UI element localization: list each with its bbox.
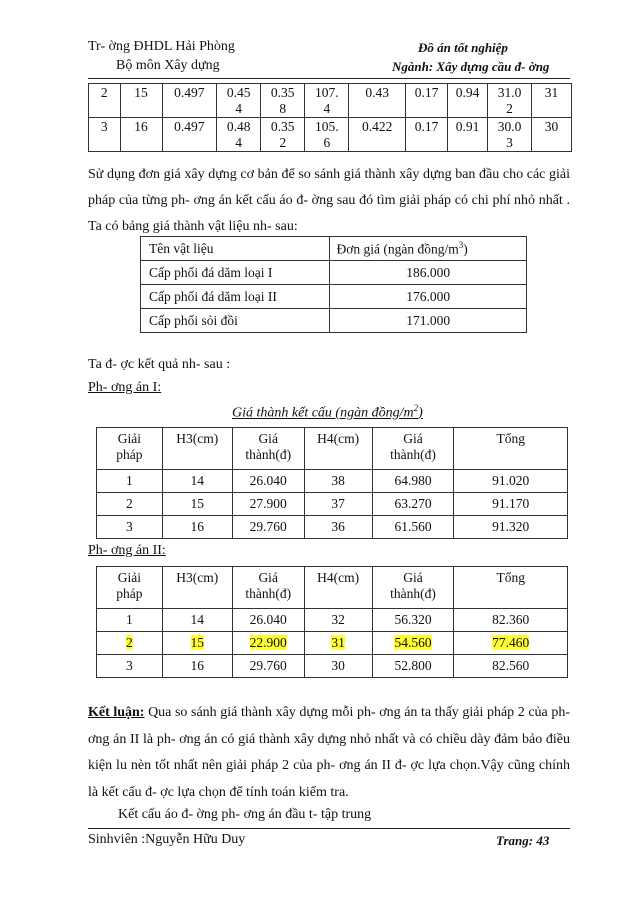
option1-header-cell: Tổng bbox=[454, 428, 568, 470]
top-table-cell: 0.48 4 bbox=[217, 118, 261, 152]
option1-cell: 91.020 bbox=[454, 470, 568, 493]
conclusion-text: Qua so sánh giá thành xây dựng mỗi ph- ơng án ta thấy giải pháp 2 của ph- ơng án II là ph- ơng án có giá thành xây dựng nhỏ nhất và có chiều dày đảm bảo điều kiện lu nèn tốt nhất nên giải pháp 2 của ph- ơng án II đ- ợc lựa chọn.Vậy cũng chính là kết cấu đ- ợc lựa chọn để tính toán kiểm tra. bbox=[88, 705, 571, 800]
conclusion-paragraph bbox=[88, 700, 570, 806]
option2-cell: 26.040 bbox=[232, 609, 304, 632]
option2-cell: 16 bbox=[162, 655, 232, 678]
header-school: Tr- ờng ĐHDL Hải Phòng bbox=[88, 39, 235, 54]
header-project: Đồ án tốt nghiệp bbox=[418, 40, 508, 55]
top-table-cell: 0.35 2 bbox=[261, 118, 305, 152]
option2-cell: 15 bbox=[162, 632, 232, 655]
price-table-header bbox=[141, 237, 527, 261]
option2-cell: 14 bbox=[162, 609, 232, 632]
option2-cell: 31 bbox=[304, 632, 372, 655]
option1-cell: 1 bbox=[97, 470, 163, 493]
option2-cell: 82.360 bbox=[454, 609, 568, 632]
intro-paragraph: Sử dụng đơn giá xây dựng cơ bản để so sánh giá thành xây dựng ban đầu cho các giải pháp của từng ph- ơng án kết cấu áo đ- ờng sau đó tìm giải pháp có chi phí nhỏ nhất . Ta có bảng giá thành vật liệu nh- sau: bbox=[88, 167, 570, 234]
price-table bbox=[140, 236, 527, 333]
footer-page-number: Trang: 43 bbox=[496, 833, 550, 848]
option1-header-cell: H4(cm) bbox=[304, 428, 372, 470]
option1-cell: 14 bbox=[162, 470, 232, 493]
option2-header-cell: Tổng bbox=[454, 567, 568, 609]
option2-cell: 22.900 bbox=[232, 632, 304, 655]
option2-header-row bbox=[97, 567, 568, 609]
price-value-cell: 186.000 bbox=[330, 261, 527, 285]
top-table-cell: 2 bbox=[89, 84, 121, 118]
option1-cell: 27.900 bbox=[232, 493, 304, 516]
option2-cell: 82.560 bbox=[454, 655, 568, 678]
option2-cell: 1 bbox=[97, 609, 163, 632]
option1-header-cell: Giá thành(đ) bbox=[372, 428, 454, 470]
option1-cell: 64.980 bbox=[372, 470, 454, 493]
top-table-row bbox=[89, 118, 572, 152]
option1-table bbox=[96, 427, 568, 539]
top-table-cell: 0.497 bbox=[162, 118, 217, 152]
option1-caption: Giá thành kết cấu (ngàn đồng/$m^2$) bbox=[232, 403, 423, 421]
option1-title: Ph- ơng án I: bbox=[88, 380, 162, 395]
top-table-cell: 15 bbox=[120, 84, 162, 118]
top-table-cell: 30 bbox=[532, 118, 572, 152]
option1-row bbox=[97, 516, 568, 539]
option2-header-cell: Giải pháp bbox=[97, 567, 163, 609]
option2-cell: 2 bbox=[97, 632, 163, 655]
option2-header-cell: H3(cm) bbox=[162, 567, 232, 609]
top-table-cell: 0.43 bbox=[349, 84, 406, 118]
option1-cell: 16 bbox=[162, 516, 232, 539]
conclusion-label: Kết luận: bbox=[88, 705, 145, 720]
option1-cell: 37 bbox=[304, 493, 372, 516]
price-material-cell: Cấp phối đá dăm loại II bbox=[141, 285, 330, 309]
option1-header-cell: Giá thành(đ) bbox=[232, 428, 304, 470]
top-table-cell: 3 bbox=[89, 118, 121, 152]
option1-cell: 15 bbox=[162, 493, 232, 516]
option1-cell: 29.760 bbox=[232, 516, 304, 539]
option1-cell: 26.040 bbox=[232, 470, 304, 493]
price-table-row bbox=[141, 261, 527, 285]
price-value-cell: 176.000 bbox=[330, 285, 527, 309]
option2-cell: 30 bbox=[304, 655, 372, 678]
option1-cell: 91.320 bbox=[454, 516, 568, 539]
option1-cell: 2 bbox=[97, 493, 163, 516]
top-table-cell: 0.422 bbox=[349, 118, 406, 152]
top-table-cell: 0.35 8 bbox=[261, 84, 305, 118]
option2-cell: 3 bbox=[97, 655, 163, 678]
top-table-cell: 0.497 bbox=[162, 84, 217, 118]
conclusion-last-line: Kết cấu áo đ- ờng ph- ơng án đầu t- tập trung bbox=[118, 807, 372, 822]
option2-header-cell: Giá thành(đ) bbox=[232, 567, 304, 609]
option1-header-cell: H3(cm) bbox=[162, 428, 232, 470]
option1-cell: 61.560 bbox=[372, 516, 454, 539]
top-table-cell: 105. 6 bbox=[305, 118, 349, 152]
top-table-cell: 31.0 2 bbox=[487, 84, 531, 118]
top-table-cell: 30.0 3 bbox=[487, 118, 531, 152]
option1-cell: 36 bbox=[304, 516, 372, 539]
price-material-cell: Cấp phối đá dăm loại I bbox=[141, 261, 330, 285]
option2-cell: 52.800 bbox=[372, 655, 454, 678]
top-table-row bbox=[89, 84, 572, 118]
price-table-row bbox=[141, 285, 527, 309]
top-table-cell: 0.45 4 bbox=[217, 84, 261, 118]
top-table-cell: 107. 4 bbox=[305, 84, 349, 118]
top-table-cell: 0.94 bbox=[448, 84, 488, 118]
top-table bbox=[88, 83, 572, 152]
option2-header-cell: Giá thành(đ) bbox=[372, 567, 454, 609]
result-text: Ta đ- ợc kết quả nh- sau : bbox=[88, 357, 231, 372]
option2-cell: 77.460 bbox=[454, 632, 568, 655]
price-header-unit-price: Đơn giá (ngàn đồng/$m^3$) bbox=[330, 237, 527, 261]
price-material-cell: Cấp phối sỏi đồi bbox=[141, 309, 330, 333]
header-department: Bộ môn Xây dựng bbox=[116, 58, 220, 73]
price-header-material: Tên vật liệu bbox=[141, 237, 330, 261]
footer-rule bbox=[88, 828, 570, 829]
footer-student: Sinhviên :Nguyễn Hữu Duy bbox=[88, 832, 246, 847]
option2-cell: 32 bbox=[304, 609, 372, 632]
price-table-row bbox=[141, 309, 527, 333]
option1-row bbox=[97, 493, 568, 516]
top-table-cell: 0.17 bbox=[406, 84, 448, 118]
option2-cell: 56.320 bbox=[372, 609, 454, 632]
header-major: Ngành: Xây dựng cầu đ- ờng bbox=[392, 59, 550, 74]
option1-header-cell: Giải pháp bbox=[97, 428, 163, 470]
option2-row bbox=[97, 655, 568, 678]
option2-cell: 54.560 bbox=[372, 632, 454, 655]
option2-title: Ph- ơng án II: bbox=[88, 543, 166, 558]
option2-cell: 29.760 bbox=[232, 655, 304, 678]
option2-row bbox=[97, 609, 568, 632]
option1-row bbox=[97, 470, 568, 493]
top-table-cell: 0.17 bbox=[406, 118, 448, 152]
option1-cell: 3 bbox=[97, 516, 163, 539]
option1-header-row bbox=[97, 428, 568, 470]
price-value-cell: 171.000 bbox=[330, 309, 527, 333]
top-table-cell: 31 bbox=[532, 84, 572, 118]
option2-row bbox=[97, 632, 568, 655]
option2-header-cell: H4(cm) bbox=[304, 567, 372, 609]
option1-cell: 91.170 bbox=[454, 493, 568, 516]
option1-cell: 38 bbox=[304, 470, 372, 493]
option2-table bbox=[96, 566, 568, 678]
top-table-cell: 16 bbox=[120, 118, 162, 152]
top-table-cell: 0.91 bbox=[448, 118, 488, 152]
header-rule bbox=[88, 78, 570, 79]
option1-cell: 63.270 bbox=[372, 493, 454, 516]
